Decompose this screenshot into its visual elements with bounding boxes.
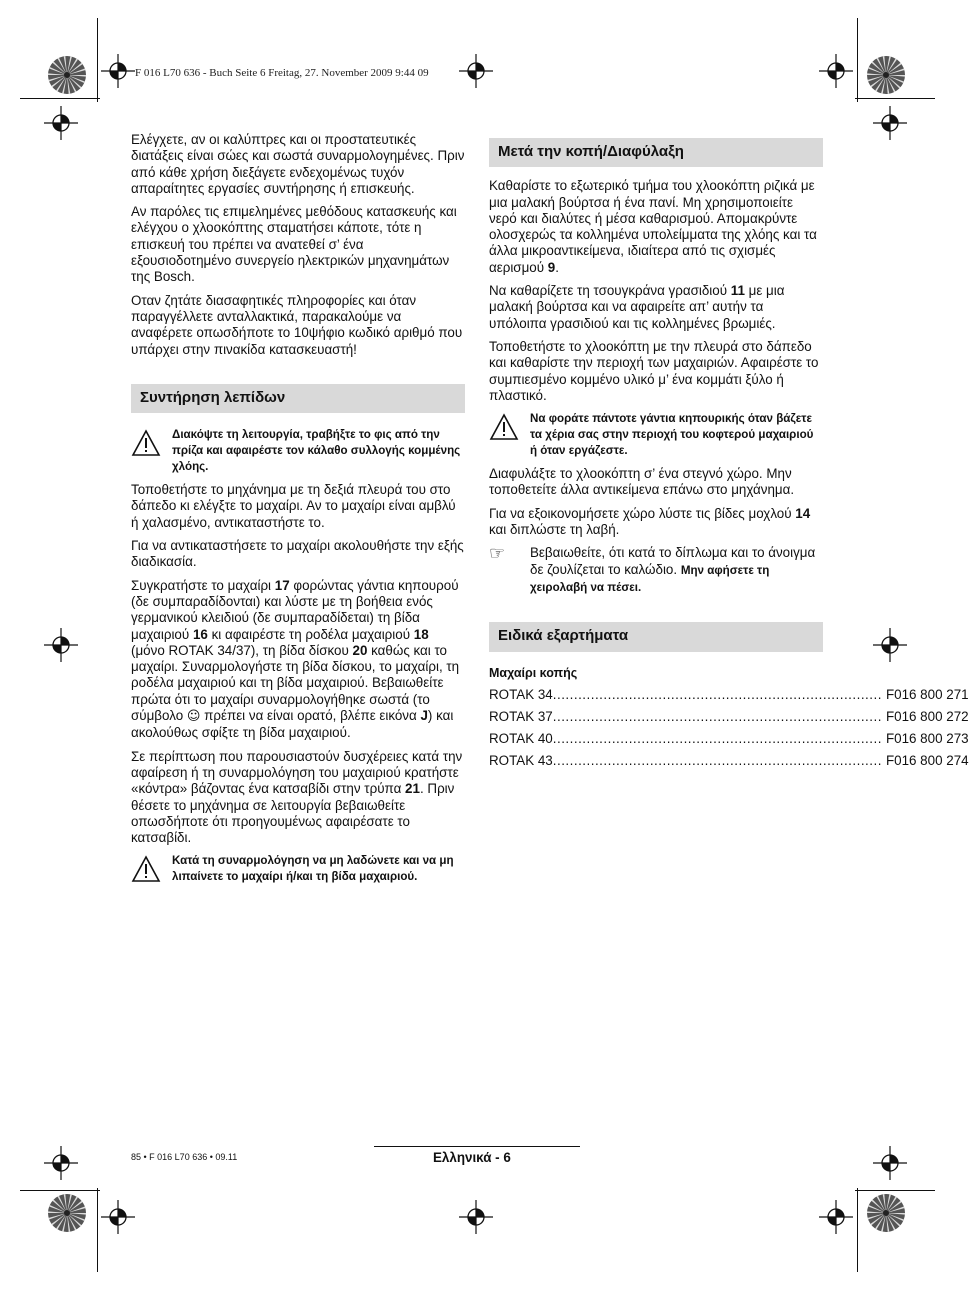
text: Βεβαιωθείτε, ότι κατά το δίπλωμα και το άνοιγμα δε ζουλίζεται το καλώδιο.	[530, 545, 816, 577]
part-code: F016 800 273	[885, 730, 969, 746]
hint-bold-text: Μην αφήσετε τη χειρολαβή να πέσει.	[530, 563, 770, 594]
paragraph-screwdriver	[131, 749, 465, 847]
text: κι αφαιρέστε τη ροδέλα μαχαιριού	[207, 626, 414, 642]
trim-line	[855, 1190, 935, 1191]
paragraph-replace-intro: Για να αντικαταστήσετε το μαχαίρι ακολουθήστε την εξής διαδικασία.	[131, 538, 464, 570]
warning-gloves	[489, 411, 823, 459]
warning-triangle-icon	[131, 429, 161, 457]
parts-title: Μαχαίρι κοπής	[489, 665, 578, 680]
trim-line	[857, 18, 858, 102]
ref-number: 21	[405, 781, 420, 797]
print-header: F 016 L70 636 - Buch Seite 6 Freitag, 27. November 2009 9:44 09	[135, 67, 429, 79]
part-code: F016 800 274	[885, 752, 969, 768]
paragraph-storage: Διαφυλάξτε το χλοοκόπτη σ’ ένα στεγνό χώρο. Μην τοποθετείτε άλλα αντικείμενα επάνω στο μηχάνημα.	[489, 466, 795, 498]
footer-rule	[374, 1146, 580, 1147]
part-code: F016 800 272	[885, 708, 969, 724]
ref-number: 14	[795, 505, 811, 521]
text: ) και ακολούθως σφίξτε τη βίδα μαχαιριού.	[131, 708, 454, 741]
warning-text: Να φοράτε πάντοτε γάντια κηπουρικής όταν βάζετε τα χέρια σας στην περιοχή του κοφτερού μαχαιριού ή όταν εργάζεστε.	[530, 412, 814, 458]
paragraph-blade-area: Τοποθετήστε το χλοοκόπτη με την πλευρά στο δάπεδο και καθαρίστε την περιοχή των μαχαιριών. Αφαιρέστε το συμπιεσμένο κομμένο υλικό μ’ ένα κομμάτι ξύλο ή πλαστικό.	[489, 338, 819, 403]
warning-triangle-icon	[489, 413, 519, 441]
ref-number: 17	[274, 577, 290, 593]
parts-row	[489, 686, 969, 703]
color-target-icon	[47, 1193, 87, 1233]
text: Να καθαρίζετε τη τσουγκράνα γρασιδιού	[489, 283, 731, 299]
part-model: ROTAK 37	[489, 708, 553, 724]
part-code: F016 800 271	[885, 686, 969, 702]
paragraph-fold	[489, 506, 823, 539]
parts-row	[489, 730, 969, 747]
smiley-icon: ☺	[186, 709, 201, 725]
paragraph-inspection: Ελέγχετε, αν οι καλύπτρες και οι προστατευτικές διατάξεις είναι σώες και σωστά συναρμολογημένες. Πριν από κάθε χρήση διεξάγετε ενδεχομένως τυχόν απαραίτητες εργασίες συντήρησης ή επισκευής.	[131, 132, 465, 196]
pointing-hand-icon: ☞	[489, 543, 506, 565]
heading-accessories: Ειδικά εξαρτήματα	[489, 622, 823, 651]
trim-line	[857, 1188, 858, 1272]
trim-line	[20, 98, 100, 99]
text: (μόνο ROTAK 34/37), τη βίδα δίσκου	[131, 642, 353, 658]
paragraph-spare-parts: Οταν ζητάτε διασαφητικές πληροφορίες και όταν παραγγέλλετε ανταλλακτικά, παρακαλούμε να αναφέρετε οπωσδήποτε το 10ψήφιο κωδικό αριθμό που υπάρχει στην πινακίδα κατασκευαστή!	[131, 292, 463, 357]
text: φορώντας γάντια κηπουρού (δε συμπαραδίδονται) και λύστε με τη βοήθεια ενός γερμανικού κλειδιού (δε συμπαραδίδεται) τη βίδα μαχαιριού	[131, 577, 459, 642]
trim-line	[20, 1190, 100, 1191]
ref-number: 11	[730, 283, 745, 299]
part-model: ROTAK 43	[489, 752, 553, 768]
leader-dots: ..............................................................................	[552, 730, 882, 746]
registration-crosshair-icon	[101, 1200, 135, 1234]
ref-number: 20	[352, 642, 368, 658]
paragraph-repair: Αν παρόλες τις επιμελημένες μεθόδους κατασκευής και ελέγχου ο χλοοκόπτης σταματήσει κάποτε, τότε η επισκευή του πρέπει να ανατεθεί σ’ ένα εξουσιοδοτημένο συνεργείο ηλεκτρικών μηχανημάτων της Bosch.	[131, 204, 457, 285]
color-target-icon	[866, 55, 906, 95]
page-number: Ελληνικά - 6	[433, 1150, 511, 1165]
registration-crosshair-icon	[44, 1146, 78, 1180]
warning-no-oil	[131, 853, 465, 885]
registration-crosshair-icon	[44, 106, 78, 140]
footer-print-code: 85 • F 016 L70 636 • 09.11	[131, 1152, 238, 1162]
warning-text: Διακόψτε τη λειτουργία, τραβήξτε το φις από την πρίζα και αφαιρέστε τον κάλαθο συλλογής κομμένης χλόης.	[172, 428, 461, 474]
registration-crosshair-icon	[873, 628, 907, 662]
text: πρέπει να είναι ορατό, βλέπε εικόνα	[200, 708, 421, 724]
registration-crosshair-icon	[873, 106, 907, 140]
paragraph-cleaning	[489, 178, 823, 276]
ref-number: 16	[192, 626, 208, 642]
leader-dots: ..............................................................................	[552, 752, 882, 768]
registration-crosshair-icon	[44, 628, 78, 662]
registration-crosshair-icon	[819, 1200, 853, 1234]
hint-cable	[489, 545, 823, 596]
trim-line	[97, 1188, 98, 1272]
parts-row	[489, 752, 969, 769]
text: . Πριν θέσετε το μηχάνημα σε λειτουργία βεβαιωθείτε οπωσδήποτε ότι προηγουμένως αφαιρέσατε το κατσαβίδι.	[131, 781, 455, 846]
ref-number: 18	[413, 626, 429, 642]
right-column	[489, 138, 969, 774]
ref-number: 9	[547, 259, 556, 275]
text: Καθαρίστε το εξωτερικό τμήμα του χλοοκόπτη ριζικά με μια μαλακή βούρτσα ή ένα πανί. Μη χρησιμοποιείτε νερό και διαλύτες ή μέσα καθαρισμού. Απομακρύντε ολοσχερώς τα κολλημένα υπολείμματα της χλόης και τα άλλα μικροαντικείμενα, ιδιαίτερα από τις σχισμές αερισμού	[489, 178, 817, 275]
trim-line	[855, 98, 935, 99]
warning-text: Κατά τη συναρμολόγηση να μη λαδώνετε και να μη λιπαίνετε το μαχαίρι ή/και τη βίδα μαχαιριού.	[172, 854, 454, 884]
registration-crosshair-icon	[459, 1200, 493, 1234]
registration-crosshair-icon	[101, 54, 135, 88]
warning-triangle-icon	[131, 855, 161, 883]
leader-dots: ..............................................................................	[552, 708, 882, 724]
figure-ref: J	[420, 708, 428, 724]
trim-line	[97, 18, 98, 102]
color-target-icon	[866, 1193, 906, 1233]
text: Συγκρατήστε το μαχαίρι	[131, 577, 275, 593]
text: Σε περίπτωση που παρουσιαστούν δυσχέρειες κατά την αφαίρεση ή τη συναρμολόγηση του μαχαιριού κρατήστε «κόντρα» βάζοντας ένα κατσαβίδι στην τρύπα	[131, 748, 463, 797]
registration-crosshair-icon	[819, 54, 853, 88]
paragraph-replace-steps	[131, 578, 465, 742]
paragraph-check-blade: Τοποθετήστε το μηχάνημα με τη δεξιά πλευρά του στο δάπεδο κι ελέγξτε το μαχαίρι. Αν το μαχαίρι είναι αμβλύ ή χαλασμένο, αντικαταστήστε το.	[131, 482, 456, 530]
color-target-icon	[47, 55, 87, 95]
text: .	[555, 259, 559, 275]
part-model: ROTAK 40	[489, 730, 553, 746]
text: με μια μαλακή βούρτσα και να αφαιρείτε απ’ αυτήν τα υπόλοιπα γρασιδιού και τις κολλημένες βρωμιές.	[489, 283, 785, 331]
text: και διπλώστε τη λαβή.	[489, 522, 620, 538]
paragraph-rake	[489, 283, 823, 332]
heading-after-cutting: Μετά την κοπή/Διαφύλαξη	[489, 138, 823, 167]
part-model: ROTAK 34	[489, 686, 553, 702]
text: Για να εξοικονομήσετε χώρο λύστε τις βίδες μοχλού	[489, 505, 796, 521]
parts-list	[489, 686, 969, 769]
parts-row	[489, 708, 969, 725]
left-column	[131, 132, 465, 892]
text: καθώς και το μαχαίρι. Συναρμολογήστε τη βίδα δίσκου, το μαχαίρι, τη ροδέλα μαχαιριού και τη βίδα μαχαιριού. Βεβαιωθείτε πρώτα ότι το μαχαίρι συναρμολογήθηκε σωστά (το σύμβολο	[131, 642, 460, 724]
warning-unplug	[131, 427, 465, 475]
registration-crosshair-icon	[873, 1146, 907, 1180]
heading-blade-maintenance: Συντήρηση λεπίδων	[131, 384, 465, 413]
leader-dots: ..............................................................................	[552, 686, 882, 702]
registration-crosshair-icon	[459, 54, 493, 88]
